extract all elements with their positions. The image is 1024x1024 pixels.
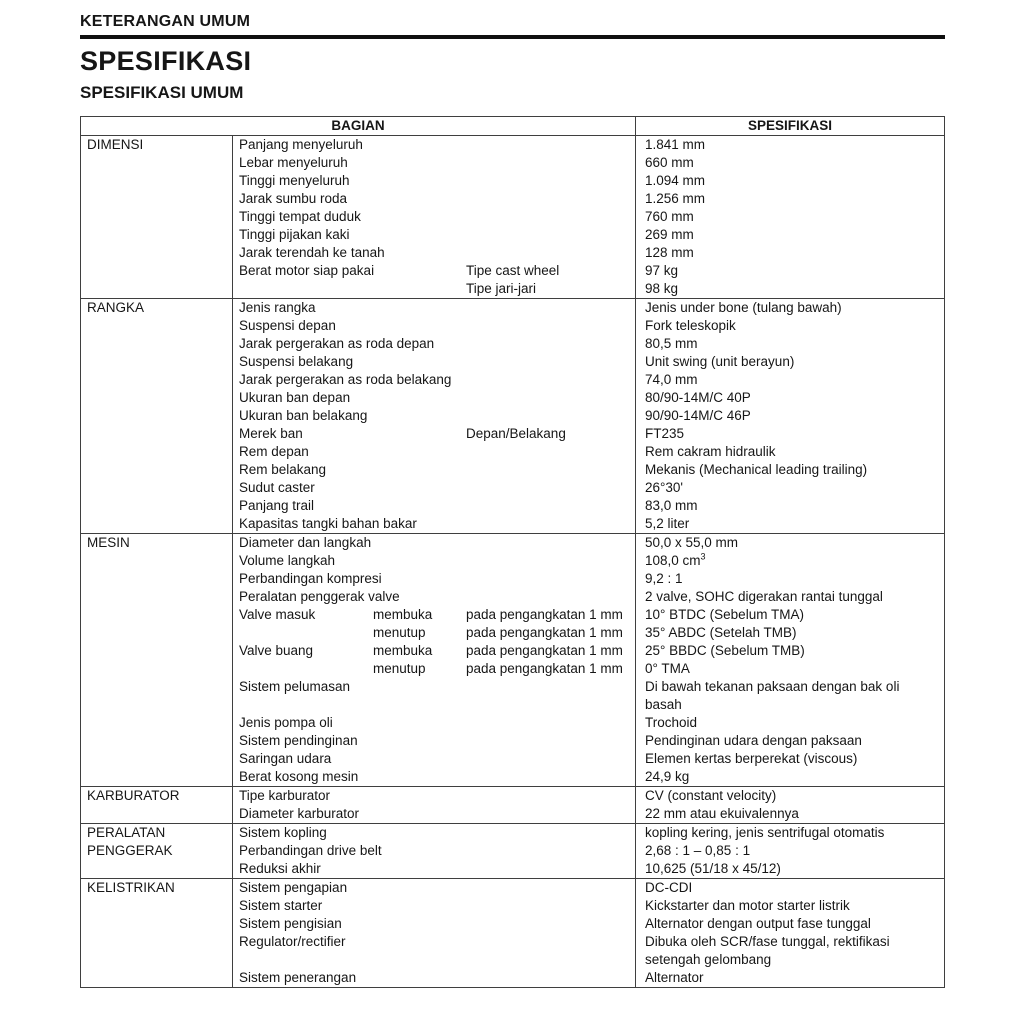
- table-row: [233, 787, 944, 805]
- page-subtitle: SPESIFIKASI UMUM: [80, 83, 244, 102]
- row-value-cell: [636, 407, 944, 425]
- row-label: Tinggi pijakan kaki: [239, 227, 350, 242]
- row-value-cell: [636, 860, 944, 878]
- page-title: SPESIFIKASI: [80, 46, 252, 76]
- row-value-cell: [636, 969, 944, 987]
- row-description-cell: [233, 678, 636, 714]
- row-value: 50,0 x 55,0 mm: [645, 535, 739, 550]
- table-row: [233, 208, 944, 226]
- table-row: [233, 897, 944, 915]
- row-value: 108,0 cm: [645, 553, 701, 568]
- section-name: DIMENSI: [81, 136, 233, 298]
- row-value-cell: [636, 353, 944, 371]
- row-value-cell: [636, 389, 944, 407]
- row-value-cell: [636, 515, 944, 533]
- row-description-cell: [233, 714, 636, 732]
- row-value: 0° TMA: [645, 661, 690, 676]
- table-header-bagian: BAGIAN: [81, 117, 636, 135]
- row-label: Sistem starter: [239, 898, 323, 913]
- table-header-spesifikasi: SPESIFIKASI: [747, 118, 833, 133]
- row-value-cell: [636, 371, 944, 389]
- row-label: Ukuran ban belakang: [239, 408, 368, 423]
- row-label: Panjang trail: [239, 498, 315, 513]
- row-description-cell: [233, 787, 636, 805]
- row-label: Berat motor siap pakai: [239, 263, 375, 278]
- row-value-cell: [636, 461, 944, 479]
- row-sub-condition: menutup: [373, 661, 426, 676]
- header-rule: [80, 35, 945, 39]
- table-row: [233, 750, 944, 768]
- table-sections: [81, 135, 944, 987]
- row-label: Suspensi depan: [239, 318, 336, 333]
- row-value-cell: [636, 624, 944, 642]
- row-label: Tipe karburator: [239, 788, 331, 803]
- table-row: [233, 515, 944, 533]
- row-value: 660 mm: [645, 155, 694, 170]
- row-label: Jarak terendah ke tanah: [239, 245, 385, 260]
- row-value-cell: [636, 660, 944, 678]
- row-description-cell: [233, 190, 636, 208]
- row-description-cell: [233, 317, 636, 335]
- table-section: [81, 533, 944, 786]
- table-row: [233, 768, 944, 786]
- table-row: [233, 136, 944, 154]
- row-description-cell: [233, 389, 636, 407]
- row-value: 83,0 mm: [645, 498, 698, 513]
- row-value-cell: [636, 678, 944, 714]
- table-row: [233, 570, 944, 588]
- row-value: Pendinginan udara dengan paksaan: [645, 733, 862, 748]
- table-row: [233, 842, 944, 860]
- row-label: Ukuran ban depan: [239, 390, 351, 405]
- row-description-cell: [233, 136, 636, 154]
- row-value-cell: [636, 172, 944, 190]
- row-value: 90/90-14M/C 46P: [645, 408, 751, 423]
- row-value: Elemen kertas berperekat (viscous): [645, 751, 858, 766]
- row-value: 2,68 : 1 – 0,85 : 1: [645, 843, 751, 858]
- row-value: Jenis under bone (tulang bawah): [645, 300, 842, 315]
- table-row: [233, 732, 944, 750]
- row-label: Valve buang: [239, 643, 314, 658]
- table-row: [233, 317, 944, 335]
- row-description-cell: [233, 371, 636, 389]
- table-row: [233, 588, 944, 606]
- row-value: 74,0 mm: [645, 372, 698, 387]
- row-label: Peralatan penggerak valve: [239, 589, 400, 604]
- row-value-cell: [636, 879, 944, 897]
- row-value-cell: [636, 768, 944, 786]
- row-value: Kickstarter dan motor starter listrik: [645, 898, 850, 913]
- row-sub-type: pada pengangkatan 1 mm: [466, 607, 623, 622]
- table-row: [233, 262, 944, 280]
- row-value-cell: [636, 588, 944, 606]
- row-value: Dibuka oleh SCR/fase tunggal, rektifikasi setengah gelombang: [645, 934, 890, 967]
- row-label: Diameter karburator: [239, 806, 360, 821]
- row-value: 22 mm atau ekuivalennya: [645, 806, 799, 821]
- table-row: [233, 624, 944, 642]
- row-value-cell: [636, 226, 944, 244]
- row-description-cell: [233, 335, 636, 353]
- table-row: [233, 299, 944, 317]
- row-label: Sistem pendinginan: [239, 733, 358, 748]
- row-description-cell: [233, 299, 636, 317]
- row-value-cell: [636, 262, 944, 280]
- row-description-cell: [233, 824, 636, 842]
- row-description-cell: [233, 407, 636, 425]
- row-label: Jarak pergerakan as roda depan: [239, 336, 435, 351]
- row-sub-type: pada pengangkatan 1 mm: [466, 661, 623, 676]
- row-value-cell: [636, 732, 944, 750]
- table-row: [233, 244, 944, 262]
- row-description-cell: [233, 172, 636, 190]
- row-description-cell: [233, 479, 636, 497]
- row-value-cell: [636, 570, 944, 588]
- table-row: [233, 461, 944, 479]
- table-row: [233, 226, 944, 244]
- row-value: 1.841 mm: [645, 137, 706, 152]
- row-value-cell: [636, 933, 944, 969]
- row-value: 269 mm: [645, 227, 694, 242]
- row-description-cell: [233, 915, 636, 933]
- section-name: KELISTRIKAN: [81, 879, 233, 987]
- section-rows: [233, 299, 944, 533]
- row-sub-type: Tipe cast wheel: [466, 263, 560, 278]
- row-value-cell: [636, 335, 944, 353]
- row-value-cell: [636, 244, 944, 262]
- row-description-cell: [233, 208, 636, 226]
- table-section: [81, 298, 944, 533]
- table-row: [233, 678, 944, 714]
- row-description-cell: [233, 461, 636, 479]
- row-sub-condition: membuka: [373, 607, 433, 622]
- row-value-cell: [636, 190, 944, 208]
- row-value-cell: [636, 787, 944, 805]
- row-sub-condition: membuka: [373, 643, 433, 658]
- table-row: [233, 154, 944, 172]
- row-description-cell: [233, 262, 636, 280]
- row-description-cell: [233, 534, 636, 552]
- row-label: Sistem pengapian: [239, 880, 348, 895]
- row-value: 80,5 mm: [645, 336, 698, 351]
- table-row: [233, 879, 944, 897]
- row-label: Rem belakang: [239, 462, 327, 477]
- table-row: [233, 335, 944, 353]
- row-description-cell: [233, 732, 636, 750]
- row-value: Mekanis (Mechanical leading trailing): [645, 462, 868, 477]
- row-value: CV (constant velocity): [645, 788, 777, 803]
- row-value: Trochoid: [645, 715, 698, 730]
- table-row: [233, 933, 944, 969]
- section-rows: [233, 136, 944, 298]
- row-description-cell: [233, 624, 636, 642]
- table-row: [233, 389, 944, 407]
- table-row: [233, 824, 944, 842]
- row-value: 1.094 mm: [645, 173, 706, 188]
- row-label: Tinggi menyeluruh: [239, 173, 350, 188]
- row-value: 2 valve, SOHC digerakan rantai tunggal: [645, 589, 883, 604]
- row-description-cell: [233, 497, 636, 515]
- row-value-cell: [636, 443, 944, 461]
- row-description-cell: [233, 768, 636, 786]
- row-label: Jarak sumbu roda: [239, 191, 348, 206]
- row-value: 80/90-14M/C 40P: [645, 390, 751, 405]
- row-description-cell: [233, 842, 636, 860]
- row-description-cell: [233, 588, 636, 606]
- row-label: Lebar menyeluruh: [239, 155, 348, 170]
- row-value-cell: [636, 534, 944, 552]
- table-row: [233, 860, 944, 878]
- table-row: [233, 969, 944, 987]
- table-row: [233, 714, 944, 732]
- row-description-cell: [233, 642, 636, 660]
- table-row: [233, 172, 944, 190]
- row-value: Unit swing (unit berayun): [645, 354, 795, 369]
- row-label: Rem depan: [239, 444, 309, 459]
- table-row: [233, 915, 944, 933]
- row-description-cell: [233, 353, 636, 371]
- table-row: [233, 353, 944, 371]
- section-rows: [233, 534, 944, 786]
- row-value-cell: [636, 750, 944, 768]
- row-value: Di bawah tekanan paksaan dengan bak oli basah: [645, 679, 900, 712]
- row-value: FT235: [645, 426, 685, 441]
- row-description-cell: [233, 425, 636, 443]
- row-label: Saringan udara: [239, 751, 332, 766]
- row-value-cell: [636, 317, 944, 335]
- row-value-cell: [636, 606, 944, 624]
- table-section: [81, 786, 944, 823]
- table-row: [233, 425, 944, 443]
- row-label: Berat kosong mesin: [239, 769, 359, 784]
- row-description-cell: [233, 570, 636, 588]
- row-description-cell: [233, 552, 636, 570]
- row-value-cell: [636, 824, 944, 842]
- row-label: Tinggi tempat duduk: [239, 209, 361, 224]
- row-value: 35° ABDC (Setelah TMB): [645, 625, 797, 640]
- row-label: Sudut caster: [239, 480, 315, 495]
- row-label: Sistem pelumasan: [239, 679, 351, 694]
- row-description-cell: [233, 860, 636, 878]
- row-value-cell: [636, 154, 944, 172]
- row-label: Regulator/rectifier: [239, 934, 346, 949]
- row-value-cell: [636, 642, 944, 660]
- row-value-cell: [636, 915, 944, 933]
- row-description-cell: [233, 226, 636, 244]
- specification-table: [80, 116, 945, 988]
- row-sub-type: Tipe jari-jari: [466, 281, 537, 296]
- row-value: 128 mm: [645, 245, 694, 260]
- row-label: Diameter dan langkah: [239, 535, 372, 550]
- row-value: Alternator dengan output fase tunggal: [645, 916, 871, 931]
- section-rows: [233, 787, 944, 823]
- row-value-cell: [636, 805, 944, 823]
- row-sub-type: pada pengangkatan 1 mm: [466, 643, 623, 658]
- row-description-cell: [233, 606, 636, 624]
- row-label: Sistem penerangan: [239, 970, 357, 985]
- row-value-cell: [636, 425, 944, 443]
- row-value-cell: [636, 280, 944, 298]
- row-description-cell: [233, 280, 636, 298]
- row-value: 5,2 liter: [645, 516, 690, 531]
- row-value-cell: [636, 897, 944, 915]
- row-value: 25° BBDC (Sebelum TMB): [645, 643, 805, 658]
- table-header-row: [81, 117, 944, 135]
- section-rows: [233, 879, 944, 987]
- row-value-cell: [636, 136, 944, 154]
- row-label: Reduksi akhir: [239, 861, 321, 876]
- section-name: PERALATAN PENGGERAK: [81, 824, 233, 878]
- table-section: [81, 135, 944, 298]
- row-sub-type: pada pengangkatan 1 mm: [466, 625, 623, 640]
- row-value: 26°30': [645, 480, 684, 495]
- row-value: Fork teleskopik: [645, 318, 736, 333]
- row-sub-type: Depan/Belakang: [466, 426, 566, 441]
- row-label: Suspensi belakang: [239, 354, 354, 369]
- table-row: [233, 805, 944, 823]
- table-row: [233, 552, 944, 570]
- row-value: DC-CDI: [645, 880, 693, 895]
- row-description-cell: [233, 660, 636, 678]
- table-row: [233, 371, 944, 389]
- table-row: [233, 407, 944, 425]
- row-value-cell: [636, 497, 944, 515]
- row-description-cell: [233, 515, 636, 533]
- table-row: [233, 534, 944, 552]
- row-value: 10° BTDC (Sebelum TMA): [645, 607, 804, 622]
- table-section: [81, 823, 944, 878]
- row-value: Alternator: [645, 970, 704, 985]
- row-label: Jarak pergerakan as roda belakang: [239, 372, 452, 387]
- row-label: Jenis pompa oli: [239, 715, 333, 730]
- row-description-cell: [233, 443, 636, 461]
- page-kicker: KETERANGAN UMUM: [80, 13, 251, 30]
- row-label: Sistem pengisian: [239, 916, 342, 931]
- row-description-cell: [233, 154, 636, 172]
- row-description-cell: [233, 244, 636, 262]
- row-value-cell: [636, 479, 944, 497]
- table-row: [233, 190, 944, 208]
- row-label: Panjang menyeluruh: [239, 137, 363, 152]
- row-value: 10,625 (51/18 x 45/12): [645, 861, 781, 876]
- row-description-cell: [233, 750, 636, 768]
- row-value-superscript: 3: [700, 551, 706, 562]
- row-value-cell: [636, 552, 944, 570]
- row-label: Perbandingan drive belt: [239, 843, 382, 858]
- row-description-cell: [233, 933, 636, 969]
- table-row: [233, 497, 944, 515]
- row-description-cell: [233, 969, 636, 987]
- row-value: 760 mm: [645, 209, 694, 224]
- section-rows: [233, 824, 944, 878]
- row-description-cell: [233, 805, 636, 823]
- section-name: RANGKA: [81, 299, 233, 533]
- row-label: Perbandingan kompresi: [239, 571, 382, 586]
- row-value-cell: [636, 299, 944, 317]
- table-row: [233, 642, 944, 660]
- row-label: Kapasitas tangki bahan bakar: [239, 516, 417, 531]
- row-value: 24,9 kg: [645, 769, 690, 784]
- table-row: [233, 280, 944, 298]
- row-label: Merek ban: [239, 426, 303, 441]
- row-value-cell: [636, 714, 944, 732]
- row-value: Rem cakram hidraulik: [645, 444, 776, 459]
- row-value-cell: [636, 842, 944, 860]
- row-label: Volume langkah: [239, 553, 336, 568]
- table-row: [233, 443, 944, 461]
- row-label: Valve masuk: [239, 607, 316, 622]
- table-section: [81, 878, 944, 987]
- row-value: 97 kg: [645, 263, 679, 278]
- row-description-cell: [233, 897, 636, 915]
- section-name: MESIN: [81, 534, 233, 786]
- table-row: [233, 479, 944, 497]
- row-value: 1.256 mm: [645, 191, 706, 206]
- section-name: KARBURATOR: [81, 787, 233, 823]
- row-label: Sistem kopling: [239, 825, 327, 840]
- row-value: 98 kg: [645, 281, 679, 296]
- table-row: [233, 660, 944, 678]
- row-sub-condition: menutup: [373, 625, 426, 640]
- row-value: kopling kering, jenis sentrifugal otomatis: [645, 825, 885, 840]
- row-value: 9,2 : 1: [645, 571, 683, 586]
- row-value-cell: [636, 208, 944, 226]
- table-row: [233, 606, 944, 624]
- row-label: Jenis rangka: [239, 300, 316, 315]
- row-description-cell: [233, 879, 636, 897]
